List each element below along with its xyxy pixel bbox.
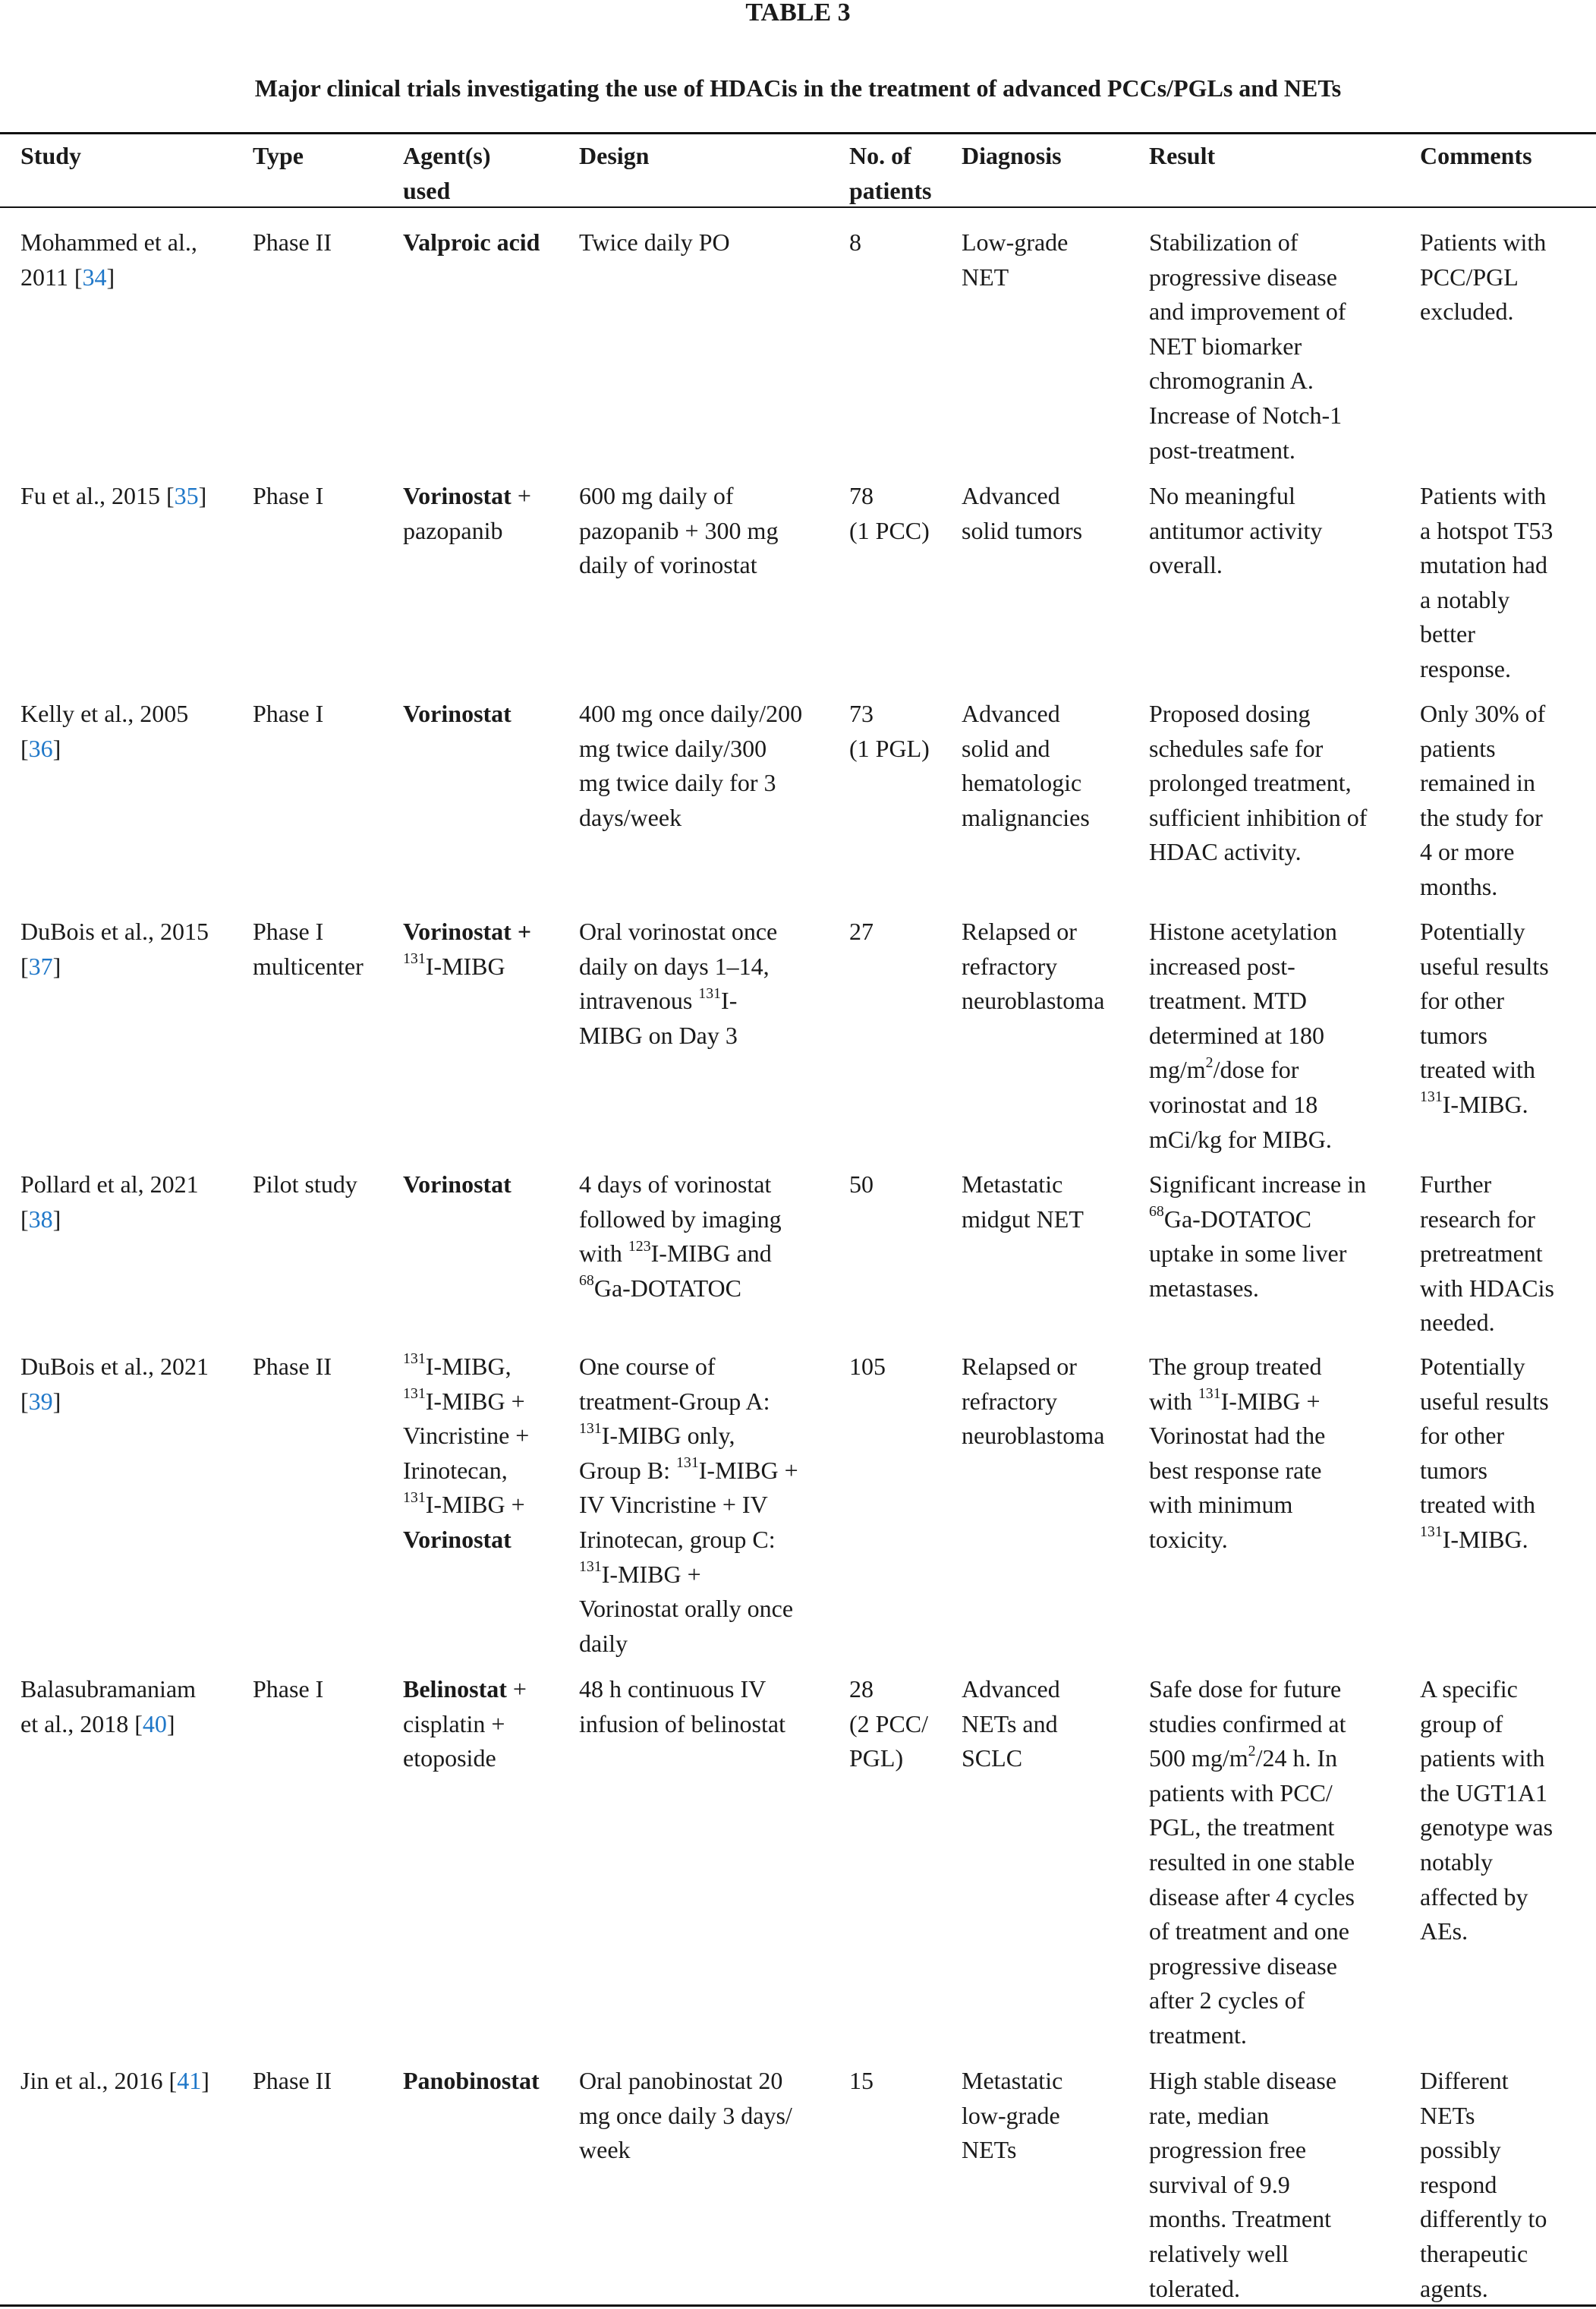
header-diagnosis: Diagnosis (962, 142, 1062, 169)
row-3-result: Proposed dosing schedules safe for prolonged treatment, sufficient inhibition of HDAC activity. (1149, 700, 1368, 866)
row-8-design: Oral panobinostat 20 mg once daily 3 days/ week (579, 2067, 792, 2164)
row-3-patients: 73 (1 PGL) (849, 700, 930, 762)
reference-link[interactable]: 39 (28, 1387, 53, 1415)
row-2-agent: Vorinostat + pazopanib (403, 482, 531, 544)
row-7-result: Safe dose for future studies confirmed at 500 $mg/m^2/24$ h. In patients with PCC/ PGL, the treatment resulted in one stable disease after 4 cycles of treatment and one progressive disease after 2 cycles of treatment. (1149, 1675, 1355, 2049)
row-6-type: Phase II (253, 1353, 332, 1380)
table-label: TABLE 3 (745, 0, 851, 27)
row-5-study: Pollard et al, 2021 [38] (20, 1170, 199, 1233)
row-2-study: Fu et al., 2015 [35] (20, 482, 207, 509)
header-patients-line2: patients (849, 176, 932, 204)
row-8-study: Jin et al., 2016 [41] (20, 2067, 209, 2094)
table-top-rule (0, 132, 1596, 134)
reference-link[interactable]: 40 (142, 1709, 167, 1737)
row-6-diagnosis: Relapsed or refractory neuroblastoma (962, 1353, 1105, 1450)
table-header-rule (0, 206, 1596, 208)
header-type: Type (253, 142, 304, 169)
row-7-design: 48 h continuous IV infusion of belinostat (579, 1675, 785, 1737)
reference-link[interactable]: 38 (28, 1205, 53, 1233)
row-3-diagnosis: Advanced solid and hematologic malignancies (962, 700, 1090, 831)
row-5-patients: 50 (849, 1170, 874, 1198)
row-4-result: Histone acetylation increased post- treatment. MTD determined at 180 $mg/m^2$/dose for vorinostat and 18 mCi/kg for MIBG. (1149, 918, 1337, 1153)
row-1-design: Twice daily PO (579, 228, 730, 256)
row-4-design: Oral vorinostat once daily on days 1–14, intravenous $^{131}$I- MIBG on Day 3 (579, 918, 778, 1049)
row-3-design: 400 mg once daily/200 mg twice daily/300 mg twice daily for 3 days/week (579, 700, 803, 831)
row-8-type: Phase II (253, 2067, 332, 2094)
row-8-diagnosis: Metastatic low-grade NETs (962, 2067, 1063, 2164)
row-2-comments: Patients with a hotspot T53 mutation had a notably better response. (1420, 482, 1554, 682)
row-5-agent: Vorinostat (403, 1170, 512, 1198)
row-8-comments: Different NETs possibly respond differently to therapeutic agents. (1420, 2067, 1547, 2302)
reference-link[interactable]: 37 (28, 952, 53, 980)
reference-link[interactable]: 34 (82, 263, 107, 291)
row-4-comments: Potentially useful results for other tumors treated with $^{131}$I-MIBG. (1420, 918, 1549, 1118)
row-4-study: DuBois et al., 2015 [37] (20, 918, 209, 980)
header-patients (849, 139, 931, 208)
row-3-agent: Vorinostat (403, 700, 512, 727)
row-4-agent: Vorinostat + $^{131}$I-MIBG (403, 918, 532, 980)
row-1-result: Stabilization of progressive disease and improvement of NET biomarker chromogranin A. Increase of Notch-1 post-treatment. (1149, 228, 1346, 464)
row-8-agent: Panobinostat (403, 2067, 540, 2094)
row-7-agent: Belinostat + cisplatin + etoposide (403, 1675, 527, 1772)
row-4-type: Phase I multicenter (253, 918, 364, 980)
row-4-patients: 27 (849, 918, 874, 945)
row-7-type: Phase I (253, 1675, 324, 1703)
reference-link[interactable]: 41 (177, 2067, 202, 2094)
row-8-result: High stable disease rate, median progression free survival of 9.9 months. Treatment relatively well tolerated. (1149, 2067, 1337, 2302)
row-8-patients: 15 (849, 2067, 874, 2094)
row-1-study: Mohammed et al., 2011 [34] (20, 228, 197, 291)
row-3-study: Kelly et al., 2005 [36] (20, 700, 189, 762)
row-6-study: DuBois et al., 2021 [39] (20, 1353, 209, 1415)
row-5-comments: Further research for pretreatment with HDACis needed. (1420, 1170, 1554, 1337)
header-study: Study (20, 142, 82, 169)
row-6-agent: $^{131}$I-MIBG, $^{131}$I-MIBG + Vincristine + Irinotecan, $^{131}$I-MIBG + Vorinostat (403, 1350, 530, 1553)
row-5-design: 4 days of vorinostat followed by imaging with $^{123}$I-MIBG and $^{68}$Ga-DOTATOC (579, 1170, 782, 1302)
row-7-patients: 28 (2 PCC/ PGL) (849, 1675, 929, 1772)
row-5-result: Significant increase in $^{68}$Ga-DOTATOC uptake in some liver metastases. (1149, 1170, 1367, 1302)
header-comments: Comments (1420, 142, 1532, 169)
row-1-diagnosis: Low-grade NET (962, 228, 1069, 291)
row-7-study: Balasubramaniam et al., 2018 [40] (20, 1675, 197, 1737)
row-6-result: The group treated with $^{131}$I-MIBG + Vorinostat had the best response rate with minimum toxicity. (1149, 1353, 1326, 1553)
row-2-result: No meaningful antitumor activity overall. (1149, 482, 1323, 579)
row-6-comments: Potentially useful results for other tumors treated with $^{131}$I-MIBG. (1420, 1353, 1549, 1553)
row-7-comments: A specific group of patients with the UGT1A1 genotype was notably affected by AEs. (1420, 1675, 1554, 1945)
row-2-design: 600 mg daily of pazopanib + 300 mg daily of vorinostat (579, 482, 779, 579)
row-1-agent: Valproic acid (403, 228, 540, 256)
row-1-comments: Patients with PCC/PGL excluded. (1420, 228, 1547, 326)
header-design: Design (579, 142, 650, 169)
row-4-diagnosis: Relapsed or refractory neuroblastoma (962, 918, 1105, 1015)
header-agents (403, 139, 491, 208)
reference-link[interactable]: 35 (174, 482, 199, 509)
row-2-patients: 78 (1 PCC) (849, 482, 930, 544)
reference-link[interactable]: 36 (28, 734, 53, 762)
header-result: Result (1149, 142, 1216, 169)
row-3-comments: Only 30% of patients remained in the study for 4 or more months. (1420, 700, 1546, 900)
row-7-diagnosis: Advanced NETs and SCLC (962, 1675, 1060, 1772)
row-5-diagnosis: Metastatic midgut NET (962, 1170, 1084, 1233)
row-2-diagnosis: Advanced solid tumors (962, 482, 1083, 544)
row-2-type: Phase I (253, 482, 324, 509)
table-bottom-rule (0, 2304, 1596, 2307)
row-3-type: Phase I (253, 700, 324, 727)
header-agents-line2: used (403, 176, 451, 204)
row-6-design: One course of treatment-Group A: $^{131}$I-MIBG only, Group B: $^{131}$I-MIBG + IV Vincristine + IV Irinotecan, group C: $^{131}$I-MIBG + Vorinostat orally once daily (579, 1353, 798, 1657)
row-5-type: Pilot study (253, 1170, 357, 1198)
header-agents-line1: Agent(s) (403, 142, 491, 169)
row-6-patients: 105 (849, 1353, 886, 1380)
row-1-patients: 8 (849, 228, 861, 256)
table-caption: Major clinical trials investigating the use of HDACis in the treatment of advanced PCCs/PGLs and NETs (254, 74, 1342, 102)
header-patients-line1: No. of (849, 142, 911, 169)
row-1-type: Phase II (253, 228, 332, 256)
